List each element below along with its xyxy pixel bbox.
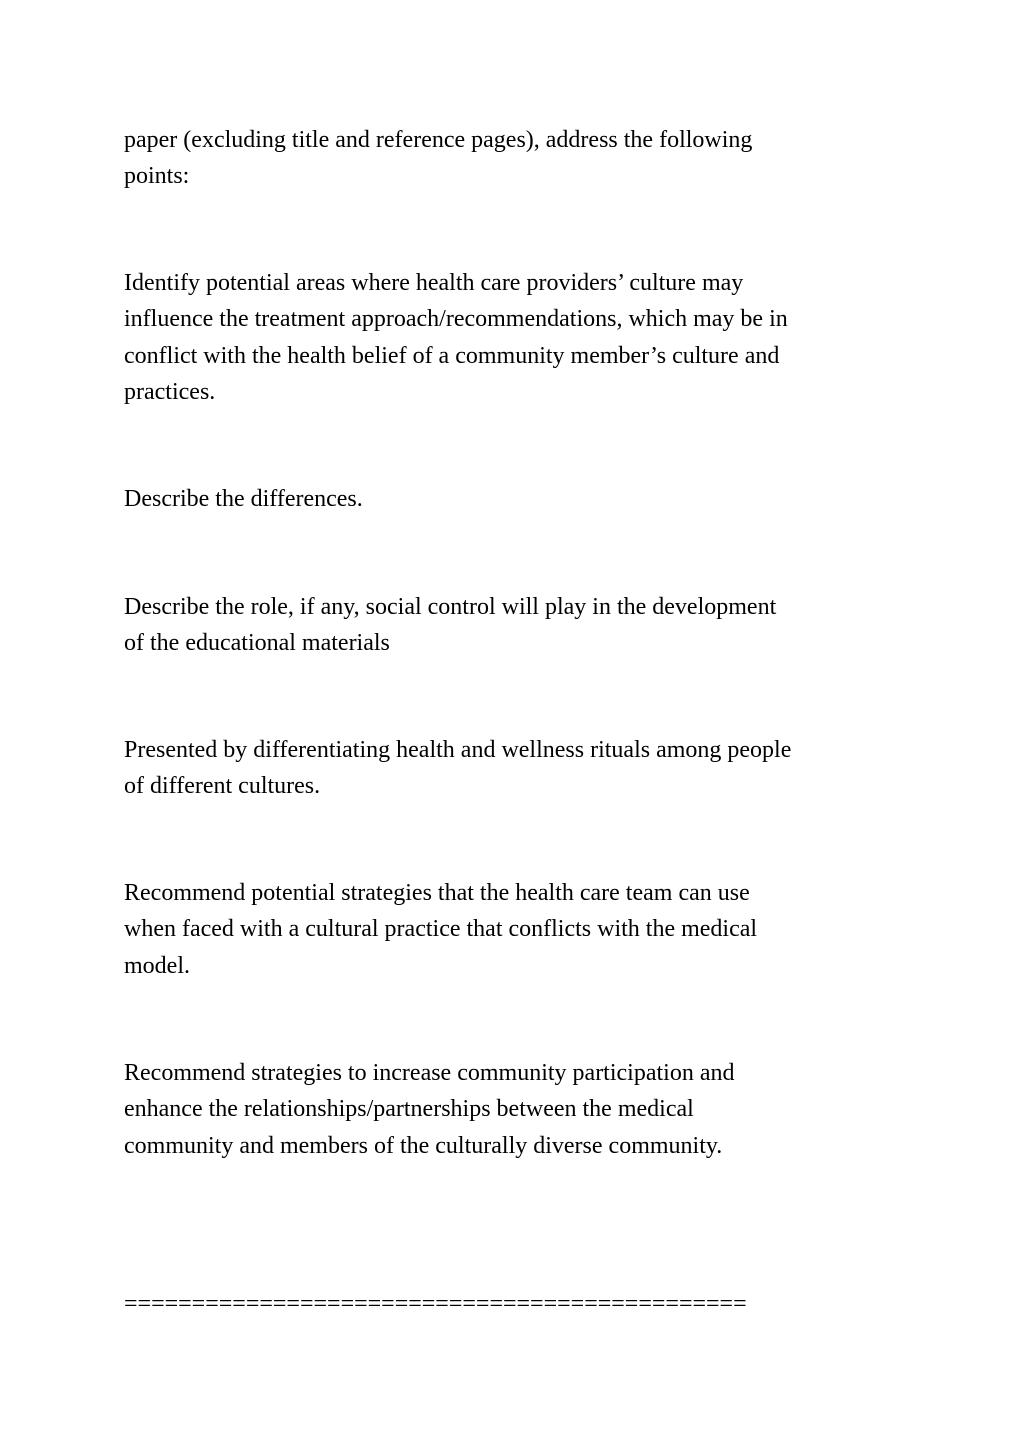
paragraph-intro: paper (excluding title and reference pages), address the following points: — [124, 127, 753, 190]
separator-line: ============================================== — [124, 1291, 747, 1317]
paragraph-wellness-rituals: Presented by differentiating health and wellness rituals among people of different cultures. — [124, 737, 792, 800]
paragraph-strategies-conflict: Recommend potential strategies that the health care team can use when faced with a cultural practice that conflicts with the medical model. — [124, 880, 758, 979]
paragraph-describe-differences: Describe the differences. — [124, 486, 363, 512]
paragraph-identify-areas: Identify potential areas where health care providers’ culture may influence the treatment approach/recommendations, which may be in conflict with the health belief of a community member’s culture and practices. — [124, 270, 788, 406]
paragraph-community-participation: Recommend strategies to increase community participation and enhance the relationships/partnerships between the medical community and members of the culturally diverse community. — [124, 1060, 735, 1159]
paragraph-social-control: Describe the role, if any, social control will play in the development of the educational materials — [124, 594, 777, 657]
